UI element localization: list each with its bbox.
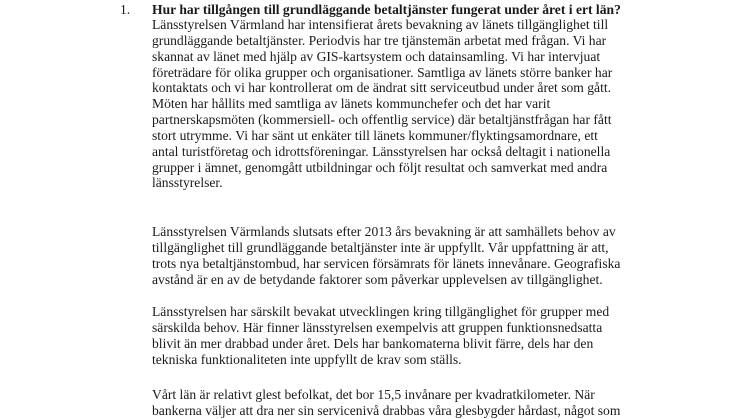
text-line: antal turistföretag och idrottsföreningar. Länsstyrelsen har också deltagit i nationella xyxy=(152,143,611,159)
text-line: grundläggande betaltjänster. Periodvis har tre tjänstemän arbetat med frågan. Vi har xyxy=(152,32,607,48)
text-line: länsstyrelser. xyxy=(152,175,223,191)
text-line: Vårt län är relativt glest befolkat, det bor 15,5 invånare per kvadratkilometer. När xyxy=(152,387,595,402)
text-line: blivit än mer drabbad under året. Dels har bankomaterna blivit färre, dels har den xyxy=(152,335,594,351)
paragraph-conclusion xyxy=(152,224,692,287)
text-line: skannat av länet med hjälp av GIS-kartsystem och datainsamling. Vi har intervjuat xyxy=(152,48,601,64)
question-number: 1. xyxy=(120,2,131,17)
text-line: tekniska funktionaliteten inte uppfyllt de krav som ställs. xyxy=(152,351,462,367)
text-line: kontaktats och vi har kontrollerat om de ändrat sitt serviceutbud under året som gått. xyxy=(152,80,612,96)
text-line: företrädare för olika grupper och organisationer. Samtliga av länets större banker har xyxy=(152,64,613,80)
text-line: Länsstyrelsen Värmlands slutsats efter 2013 års bevakning är att samhällets behov av xyxy=(152,224,616,239)
text-line: bankerna väljer att dra ner sin servicenivå drabbas våra glesbygder hårdast, något som xyxy=(152,402,621,418)
text-line: grupper i ämnet, genomgått utbildningar och följt resultat och samverkat med andra xyxy=(152,159,608,175)
question-heading: Hur har tillgången till grundläggande betaltjänster fungerat under året i ert län? xyxy=(152,2,621,17)
text-line: särskilda behov. Här finner länsstyrelsen exempelvis att gruppen funktionsnedsatta xyxy=(152,319,603,335)
text-line: partnerskapsmöten (kommersiell- och offentlig service) där betaltjänstfrågan har fått xyxy=(152,112,612,128)
text-line: trots nya betaltjänstombud, har servicen försämrats för länets innevånare. Geografiska xyxy=(152,255,621,271)
paragraph-population-density xyxy=(152,387,692,419)
paragraph-monitoring-activities xyxy=(152,17,692,191)
text-line: avstånd är en av de betydande faktorer som påverkar upplevelsen av tillgänglighet. xyxy=(152,271,603,287)
text-line: Länsstyrelsen Värmland har intensifierat årets bevakning av länets tillgänglighet till xyxy=(152,17,609,32)
text-line: Möten har hållits med samtliga av länets kommunchefer och det har varit xyxy=(152,96,551,112)
text-line: tillgänglighet till grundläggande betaltjänster inte är uppfyllt. Vår uppfattning är att, xyxy=(152,239,609,255)
text-line: stort utrymme. Vi har sänt ut enkäter till länets kommuner/flyktingsamordnare, ett xyxy=(152,127,598,143)
text-line: Länsstyrelsen har särskilt bevakat utvecklingen kring tillgänglighet för grupper med xyxy=(152,304,610,319)
paragraph-special-needs xyxy=(152,304,692,367)
